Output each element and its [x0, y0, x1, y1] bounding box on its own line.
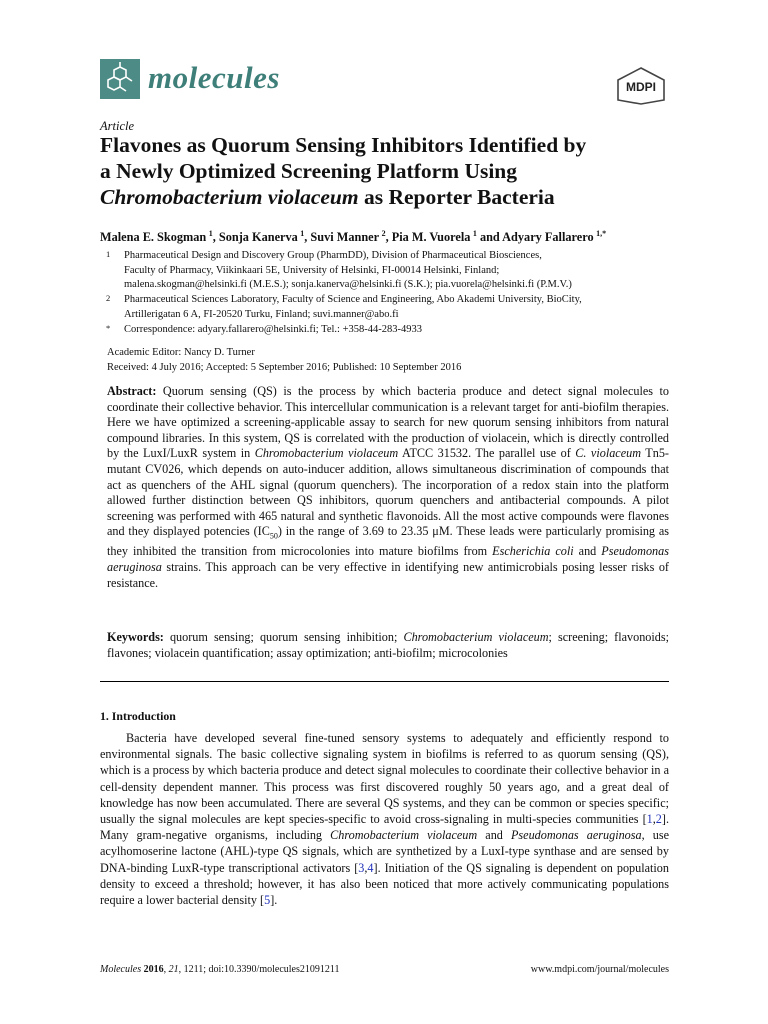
title-line-2: a Newly Optimized Screening Platform Using	[100, 159, 518, 183]
intro-paragraph: Bacteria have developed several fine-tuned sensory systems to adequately and efficiently respond to environmental signals. The basic collective signaling system in biofilms is referred to as quorum sensing (QS), which is a process by which bacteria produce and detect signal molecules to coordinate their collective behavior in a cell-density dependent manner. This process was first discovered roughly 50 years ago, and a great deal of knowledge has now been accumulated. There are several QS systems, and they can be common or species specific; usually the signal molecules are kept species-specific to avoid cross-signaling in multi-species communities [1,2]. Many gram-negative organisms, including Chromobacterium violaceum and Pseudomonas aeruginosa, use acylhomoserine lactone (AHL)-type QS signals, which are synthetized by a LuxI-type synthase and are sensed by DNA-binding LuxR-type transcriptional activators [3,4]. Initiation of the QS signaling is dependent on population density to exceed a threshold; however, it has also been noticed that more actively communicating populations require a lower bacterial density [5].	[100, 731, 669, 908]
article-title	[100, 132, 690, 210]
citation-link[interactable]: 4	[367, 860, 374, 875]
author[interactable]: Suvi Manner	[310, 230, 380, 245]
section-divider	[100, 681, 669, 682]
author-list: Malena E. Skogman $^1$, Sonja Kanerva $^1$, Suvi Manner $^2$, Pia M. Vuorela $^1$ and Adyary Fallarero $^{1,*}$	[100, 229, 607, 245]
citation-link[interactable]: 5	[264, 893, 271, 908]
footer-url[interactable]: www.mdpi.com/journal/molecules	[530, 964, 669, 975]
title-line-3: Chromobacterium violaceum as Reporter Bacteria	[100, 185, 555, 209]
section-heading: 1. Introduction	[100, 709, 176, 723]
footer-citation: Molecules 2016, 21, 1211; doi:10.3390/molecules21091211	[100, 964, 340, 975]
author[interactable]: Adyary Fallarero	[502, 230, 594, 245]
citation-link[interactable]: 1	[646, 812, 653, 827]
journal-name: molecules	[148, 60, 280, 95]
article-type: Article	[100, 119, 135, 133]
citation-link[interactable]: 2	[655, 812, 662, 827]
affiliation-2: 2 Pharmaceutical Sciences Laboratory, Faculty of Science and Engineering, Abo Akademi University, BioCity, Artillerigatan 6 A, FI-20520 Turku, Finland; suvi.manner@abo.fi	[106, 293, 582, 320]
author[interactable]: Sonja Kanerva	[218, 230, 298, 245]
abstract: Abstract: Quorum sensing (QS) is the process by which bacteria produce and detect signal molecules to coordinate their collective behavior. This intercellular communication is a relevant target for anti-biofilm therapies. Here we have optimized a screening-applicable assay to search for new quorum sensing inhibitors from natural compound libraries. In this system, QS is correlated with the production of violacein, which is directly controlled by the LuxI/LuxR system in Chromobacterium violaceum ATCC 31532. The parallel use of C. violaceum Tn5-mutant CV026, which depends on auto-inducer addition, allows simultaneous discrimination of compounds that act as quenchers of the AHL signal (quorum quenchers). The incorporation of a redox stain into the platform allowed further distinction between QS inhibitors, quorum quenchers and antibacterial compounds. A pilot screening was performed with 465 natural and synthetic flavonoids. All the most active compounds were flavones and they displayed potencies $(IC_{50})$ in the range of 3.69 to 23.35 μM. These leads were particularly promising as they inhibited the transition from microcolonies into mature biofilms from Escherichia coli and Pseudomonas aeruginosa strains. This approach can be very effective in identifying new antimicrobials posing lesser risks of resistance.	[107, 384, 669, 590]
correspondence: * Correspondence: adyary.fallarero@helsinki.fi; Tel.: +358-44-283-4933	[106, 323, 422, 335]
academic-editor: Academic Editor: Nancy D. Turner	[107, 347, 255, 358]
mdpi-logo-text: MDPI	[626, 80, 656, 94]
citation-link[interactable]: 3	[358, 860, 365, 875]
mdpi-logo	[614, 66, 668, 106]
email-links[interactable]: malena.skogman@helsinki.fi (M.E.S.); sonja.kanerva@helsinki.fi (S.K.); pia.vuorela@helsinki.fi (P.M.V.)	[124, 279, 572, 290]
affiliation-1: 1 Pharmaceutical Design and Discovery Group (PharmDD), Division of Pharmaceutical Biosciences, Faculty of Pharmacy, Viikinkaari 5E, University of Helsinki, FI-00014 Helsinki, Finland; malena.skogman@helsinki.fi (M.E.S.); sonja.kanerva@helsinki.fi (S.K.); pia.vuorela@helsinki.fi (P.M.V.)	[100, 249, 680, 293]
keywords: Keywords: quorum sensing; quorum sensing inhibition; Chromobacterium violaceum; screening; flavonoids; flavones; violacein quantification; assay optimization; anti-biofilm; microcolonies	[107, 630, 669, 660]
publication-dates: Received: 4 July 2016; Accepted: 5 September 2016; Published: 10 September 2016	[107, 362, 462, 373]
author[interactable]: Malena E. Skogman	[100, 230, 207, 245]
title-line-1: Flavones as Quorum Sensing Inhibitors Identified by	[100, 133, 587, 157]
author[interactable]: Pia M. Vuorela	[391, 230, 471, 245]
journal-logo-icon	[100, 59, 140, 99]
